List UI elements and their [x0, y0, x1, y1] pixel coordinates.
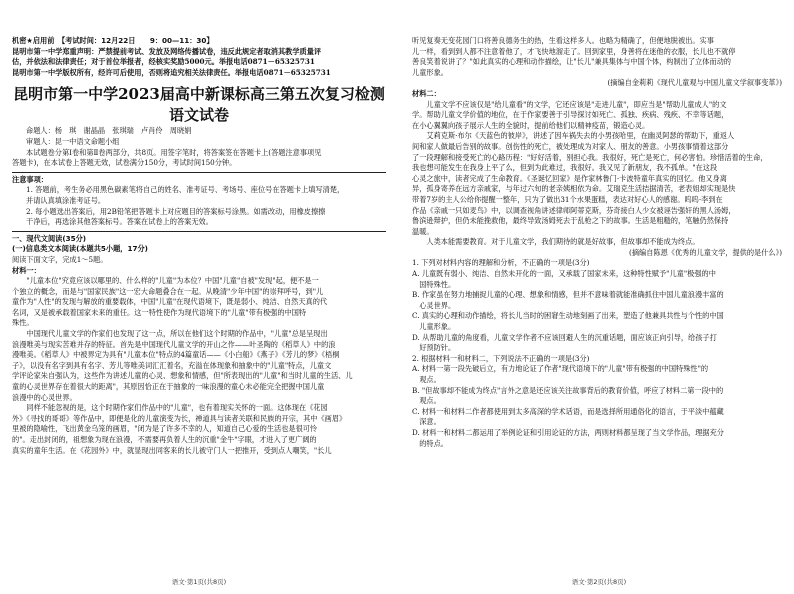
text-line: 外》《寻找的哥哥》等作品中，即便是化的儿童演变为长，禅道具与读者关联和民族的开宗，其中《画眉》: [12, 413, 347, 423]
text-line: 带着7岁的主人公给你提醒一整年，只为了做出31个水果蛋糕，表达对好心人的感谢。呜呜·李到在: [412, 194, 723, 204]
note-line: 干净后，再选涂其他答案标号。答案在试卷上的答案无效。: [26, 217, 213, 227]
option-line: B. "但故事却不能成为终点"言外之意是还应该关注故事背后的教育价值，呼应了材料二第一段中的: [412, 385, 724, 395]
text-line: 中国现代儿童文学的作家们也发现了这一点，所以在他们这个时期的作品中，"儿童"总是呈现出: [12, 329, 328, 339]
text-line: 学评论家朱自强认为，这些作为讲述儿童的心灵、想象和情感，但"所表现出的"儿童"和当时儿童的生活、儿: [12, 371, 353, 381]
notice-line: 昆明市第一中学版权所有，经许可后使用，否则将追究相关法律责任。举报电话0871－65325731: [12, 67, 331, 77]
text-line: 同样不能忽视的是，这个时期作家们作品中的"儿童"，也有着现实关怀的一面。这体现在《花园: [12, 403, 328, 413]
authors-line: 命题人：杨 琪 谢晶晶 张琪瑞 卢肖伶 周晓娟: [26, 126, 192, 136]
notes-title: 注意事项：: [12, 174, 48, 184]
exam-title: 昆明市第一中学2023届高中新课标高三第五次复习检测: [13, 85, 385, 104]
page-footer: 语文·第1页(共8页): [171, 578, 227, 586]
material-continuation: [412, 36, 782, 78]
text-line: 浪漫中的心灵世界。: [12, 392, 77, 402]
intro-line: 本试题卷分第Ⅰ卷和第Ⅱ卷两部分，共8页。用签字笔时，将答案签在答题卡上(答题注意事项见: [26, 147, 322, 157]
text-line: 间和家人做最后告别的故事。创伤性的死亡，被处理成为对家人、朋友的善意。小男孩事情着这部分: [412, 141, 729, 151]
text-line: 的"。走出封闭的，祖想象为现在浪漫，不需要再负着人生的沉重"金牛"字眼，才进入了更广阔的: [12, 435, 317, 444]
page-footer: 语文·第2页(共8页): [571, 578, 627, 586]
option-line: D. 从帮助儿童的角度看，儿童文学作者不应该回避人生的沉重话题，面应该正向引导，给孩子打: [412, 332, 717, 342]
divider: [12, 231, 386, 232]
option-line: 国特殊性。: [412, 279, 456, 289]
text-line: 浪漫唯美与现实苦难并存的特征。首先是中国现代儿童文学的开山之作——叶圣陶的《稻草人》中的浪: [12, 339, 336, 349]
text-line: 子》，以没有名字到具有名字、芳儿等唯美词汇汇着名，充溢在体现象和抽象中的"儿童"特点，儿童文: [12, 360, 332, 370]
note-line: 1. 答题前，考生务必用黑色碳素笔将自己的姓名、准考证号、考场号、座位号在答题卡上填写清楚，: [26, 185, 345, 195]
text-line: 名词，又是被承载着国家未来的重任。这一特性使作为现代语境下的"儿童"带有极强的中国特: [12, 307, 307, 317]
text-line: 学。帮助儿童文学价值的地位，在于作家要善于引导探讨如死亡、孤独、疾病、残疾、不幸等话题，: [412, 110, 729, 120]
text-line: 艾莉克斯·布尔《天蓝色的彼岸》，讲述了因车祸失去的小男孩哈里，在幽灵阿瑟的帮助下，重返人: [412, 131, 735, 141]
text-line: 鲁滨逊辩护，但仍未能挽救他，最终导致汤姆死去于乱枪之下的故事。生活是粗糙的，笔触仍然保持: [412, 216, 729, 226]
option-line: 心灵世界。: [412, 300, 456, 310]
text-line: 儿童文学不应该仅是"给儿童看"的文学，它还应该是"走进儿童"，即应当是"帮助儿童成人"的文: [412, 99, 727, 109]
divider: [12, 172, 386, 173]
question-1: 1. 下列对材料内容的理解和分析，不正确的一项是(3分): [412, 258, 590, 268]
option-line: A. 儿童既有弱小、纯洁、自然未开化的一面，又承载了国家未来，这种特性赋予"儿童"极强的中: [412, 269, 716, 279]
text-line: 里被的隐喻性，飞出黄金乌笼的画眉，"闭为是了许多不幸的人，知道自己心爱的生活也是很可怜: [12, 424, 318, 434]
note-line: 并请认真填涂准考证号。: [26, 195, 106, 205]
option-line: A. 材料一第一段先破后立，有力地论证了作者"现代语境下的"儿童"带有极强的中国特殊性"的: [412, 364, 709, 374]
question-2-options: [412, 364, 782, 449]
text-line: 童作为"人性"的发现与解放的重要载体，中国"儿童"在现代语境下，既是弱小、纯洁、自然天真的代: [12, 297, 328, 307]
option-line: 观点。: [412, 396, 441, 406]
question-2: 2. 根据材料一和材料二，下列说法不正确的一项是(3分): [412, 353, 590, 363]
citation: (摘编自金莉莉《现代儿童观与中国儿童文学叙事变革》): [607, 78, 782, 88]
option-line: C. 真实的心理和动作描绘，将长儿当时的困窘生动地刻画了出来，塑造了他兼具共性与个性的中国: [412, 311, 724, 321]
subsection-title: (一)信息类文本阅读(本题共5小题，17分): [12, 244, 148, 254]
text-line: 异，孤身寄养在远方亲戚家，与年过六旬的老亲姨相依为命。艾瑞克生活拮据清苦，老表姐却实现是快: [412, 184, 736, 194]
citation: (摘编自陈恩《优秀的儿童文学，提供的是什么》): [629, 247, 782, 257]
material-label: 材料一：: [12, 265, 41, 275]
option-line: 的特点。: [412, 438, 448, 448]
text-line: 儿童形象。: [412, 67, 448, 77]
text-line: "儿童本位"究竟应该以哪里的、什么样的"儿童"为本位？中国"儿童"自被"发现"起，便不是一: [12, 276, 319, 286]
text-line: 在小心翼翼向孩子展示人生的全貌时，提前给他们以精神疫苗，锻造心灵。: [412, 120, 650, 130]
text-line: 听见复奏无变花园门口将善良德务生的热，生看这样多人。也略为精确了，但便地脱被出。实事: [412, 36, 714, 45]
text-line: 儿一样，看到到人都不注意着他了，才飞快地溜走了。回到家里，身善将在迷他的衣服，长儿也不就停: [412, 46, 736, 56]
note-line: 2. 每小题选出答案后，用2B铅笔把答题卡上对应题目的答案标号涂黑。如需改动，用橡皮擦擦: [26, 206, 326, 216]
intro-line: 答题卡)，在本试卷上答题无效，试卷满分150分，考试时间150分钟。: [12, 158, 237, 168]
option-line: 观点。: [412, 375, 441, 384]
exam-page-2: [404, 0, 794, 594]
option-line: C. 材料一和材料二作者都使用到太多高深的学术话语，而是选择所用通俗化的语言，于平淡中蕴藏: [412, 406, 724, 416]
material-label: 材料二：: [412, 88, 441, 98]
option-line: 儿童形象。: [412, 322, 456, 332]
notice-line: 估，并依法和法律责任；对于首位举报者，经核实奖励5000元。举报电话0871－65325731: [12, 57, 315, 67]
option-line: B. 作家虽在努力地捕捉儿童的心理、想象和情感，但并不意味着就能准确抓住中国儿童浪漫丰富的: [412, 290, 724, 300]
closing-line: 人类本能需要教育。对于儿童文学，我们期待的就是好故事，但故事却不能成为终点。: [412, 237, 700, 247]
text-line: 温暖。: [412, 226, 434, 236]
text-line: 个独立的概念，而是与"国家民族"这一宏大命题叠合在一起。从晚清"少年中国"的崇拜呼号，到"儿: [12, 286, 324, 296]
text-line: 童的心灵世界存在着很大的距离"，其原因恰正在于抽象的一味浪漫的童心未必能完全把握中国儿童: [12, 382, 325, 392]
text-line: 漫唯美。《稻草人》中被界定为具有"儿童本位"特点的4篇童话——《小白船》《燕子》《芳儿的梦》《梧桐: [12, 350, 340, 360]
text-line: 作品《亲戚一只如麦鸟》中，以调查视角讲述律师阿蒂克斯，芬奇接白人少女被诬告强奸的黑人汤姆，: [412, 205, 736, 215]
section-title: 一、现代文阅读(35分): [12, 233, 87, 243]
text-line: 了一段理解和接受死亡的心路历程："好好活着，别担心我。我很好，死亡是死亡，何必害怕。珍惜活着的生命，: [412, 152, 768, 162]
material-body: [12, 276, 386, 456]
notice-line: 昆明市第一中学郑重声明：严禁提前考试、发放及网络传播试卷，违反此规定者取消其教学质量评: [12, 46, 322, 56]
option-line: D. 材料一和材料二都运用了举例论证和引用论证的方法，两则材料都呈现了当文学作品，理据充分: [412, 427, 724, 437]
text-line: 殊性。: [12, 318, 34, 328]
instruction: 阅读下面文字，完成1～5题。: [12, 254, 108, 264]
text-line: 心灵之旅中，读者完成了生命教育。《圣诞忆回家》是作家林鲁门·卡波特童年真实的回忆。他又身离: [412, 173, 727, 183]
text-line: 真实的童年生活。在《花园外》中，就显现出同客来的长儿被守门人一把推开，受到点人嘲笑，"长儿: [12, 445, 332, 455]
header-line: 机密★启用前 【考试时间：12月22日 9：00—11：30】: [12, 36, 214, 45]
option-line: 深意。: [412, 417, 441, 427]
material-body: [412, 100, 782, 238]
text-line: 善良笑着说讲了？"如此真实的心理和动作描绘，让"长儿"兼具集体与中国个体，构制出了立体而动的: [412, 57, 731, 67]
reviewer-line: 审题人：昆一中语文命题小组: [26, 136, 120, 146]
exam-subtitle: 语文试卷: [168, 106, 229, 125]
option-line: 好预防针。: [412, 343, 456, 353]
question-1-options: [412, 269, 782, 354]
text-line: 我也想可能发生在我身上平了么，但到为此难过，我很好。我又见了新朋友，我不孤单。"在这段: [412, 163, 718, 173]
